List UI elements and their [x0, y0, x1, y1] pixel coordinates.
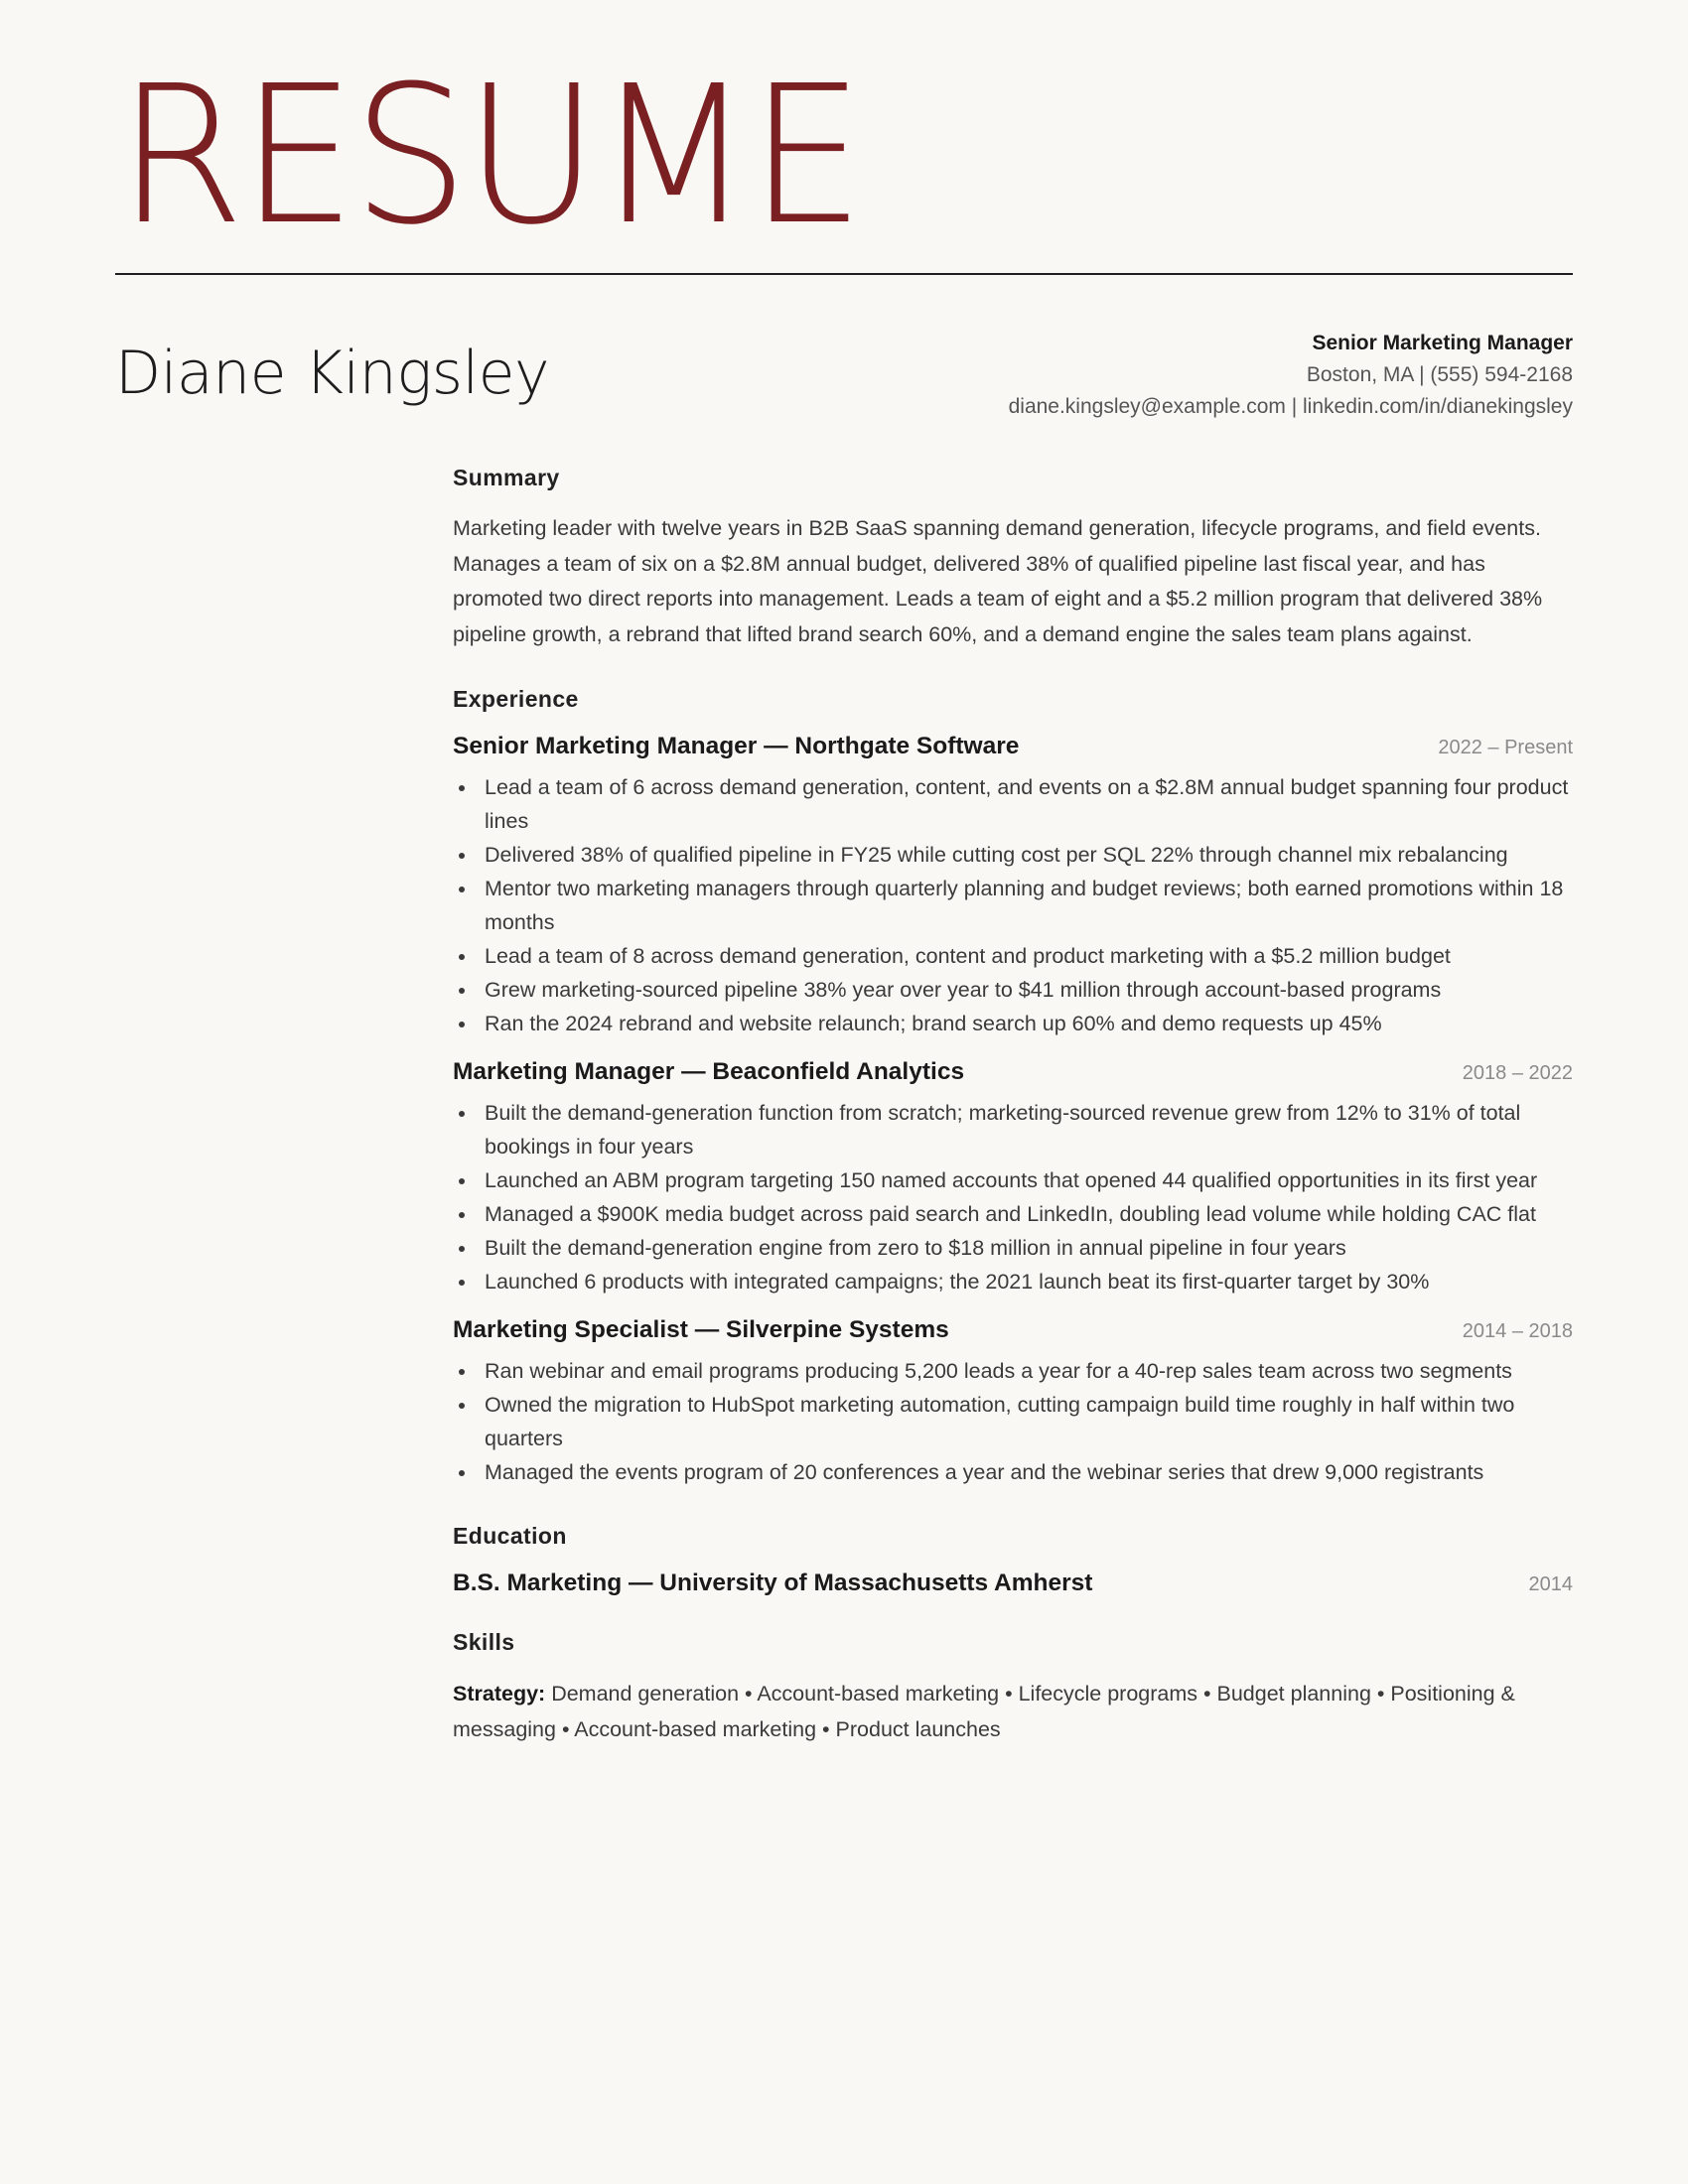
job-title: Marketing Manager — Beaconfield Analytics [453, 1058, 965, 1085]
job-bullets [453, 1096, 1573, 1298]
job-entry [453, 733, 1573, 1040]
job-bullet: Ran the 2024 rebrand and website relaunch; brand search up 60% and demo requests up 45% [453, 1007, 1573, 1040]
summary-text: Marketing leader with twelve years in B2B SaaS spanning demand generation, lifecycle programs, and field events. Manages a team of six on a $2.8M annual budget, delivered 38% of qualified pipeline last fiscal year, and has promoted two direct reports into management. Leads a team of eight and a $5.2 million program that delivered 38% pipeline growth, a rebrand that lifted brand search 60%, and a demand engine the sales team plans against. [453, 516, 1543, 646]
job-title: Marketing Specialist — Silverpine Systems [453, 1316, 949, 1343]
experience-section [453, 686, 1573, 1489]
job-bullet: Built the demand-generation engine from zero to $18 million in annual pipeline in four years [453, 1231, 1573, 1265]
job-bullet: Built the demand-generation function from scratch; marketing-sourced revenue grew from 12% to 31% of total bookings in four years [453, 1096, 1573, 1163]
education-section [453, 1523, 1573, 1597]
job-entry [453, 1316, 1573, 1489]
skills-heading: Skills [453, 1629, 515, 1655]
degree-title: B.S. Marketing — University of Massachusetts Amherst [453, 1570, 1093, 1596]
skills-section [453, 1629, 1573, 1747]
summary-section [453, 465, 1573, 652]
job-dates: 2022 – Present [1438, 737, 1573, 758]
experience-heading: Experience [453, 686, 579, 712]
skills-list: Demand generation • Account-based marketing • Lifecycle programs • Budget planning • Positioning & messaging • Account-based marketing • Product launches [453, 1682, 1515, 1741]
job-bullet: Ran webinar and email programs producing 5,200 leads a year for a 40-rep sales team across two segments [453, 1354, 1573, 1388]
summary-heading: Summary [453, 465, 560, 490]
job-dates: 2014 – 2018 [1462, 1320, 1573, 1342]
job-title: Senior Marketing Manager — Northgate Software [453, 733, 1020, 759]
skills-label: Strategy: [453, 1682, 546, 1706]
job-bullet: Managed the events program of 20 conferences a year and the webinar series that drew 9,000 registrants [453, 1455, 1573, 1489]
job-bullet: Lead a team of 8 across demand generation, content and product marketing with a $5.2 million budget [453, 939, 1573, 973]
job-bullets [453, 1354, 1573, 1489]
job-dates: 2018 – 2022 [1462, 1062, 1573, 1084]
job-header [453, 1058, 1573, 1086]
candidate-name: Diane Kingsley [115, 339, 550, 408]
job-bullet: Owned the migration to HubSpot marketing automation, cutting campaign build time roughly in half within two quarters [453, 1388, 1573, 1455]
job-bullets [453, 770, 1573, 1040]
education-entry [453, 1570, 1573, 1597]
job-entry [453, 1058, 1573, 1298]
job-bullet: Delivered 38% of qualified pipeline in FY25 while cutting cost per SQL 22% through channel mix rebalancing [453, 838, 1573, 872]
contact-block [1009, 328, 1573, 423]
job-bullet: Grew marketing-sourced pipeline 38% year over year to $41 million through account-based programs [453, 973, 1573, 1007]
graduation-year: 2014 [1528, 1573, 1573, 1595]
job-bullet: Managed a $900K media budget across paid search and LinkedIn, doubling lead volume while holding CAC flat [453, 1197, 1573, 1231]
email-linkedin: diane.kingsley@example.com | linkedin.com/in/dianekingsley [1008, 395, 1573, 418]
current-role: Senior Marketing Manager [1312, 332, 1573, 354]
skills-text [453, 1676, 1573, 1747]
job-bullet: Launched an ABM program targeting 150 named accounts that opened 44 qualified opportunities in its first year [453, 1163, 1573, 1197]
section-spacer [453, 1507, 1573, 1523]
main-content [453, 465, 1573, 1747]
job-bullet: Launched 6 products with integrated campaigns; the 2021 launch beat its first-quarter target by 30% [453, 1265, 1573, 1298]
job-bullet: Lead a team of 6 across demand generation, content, and events on a $2.8M annual budget spanning four product lines [453, 770, 1573, 838]
job-header [453, 1316, 1573, 1344]
job-header [453, 733, 1573, 760]
resume-title: RESUME [117, 46, 861, 267]
title-divider [115, 273, 1573, 275]
education-heading: Education [453, 1523, 567, 1549]
job-bullet: Mentor two marketing managers through quarterly planning and budget reviews; both earned promotions within 18 months [453, 872, 1573, 939]
location-phone: Boston, MA | (555) 594-2168 [1306, 363, 1573, 386]
